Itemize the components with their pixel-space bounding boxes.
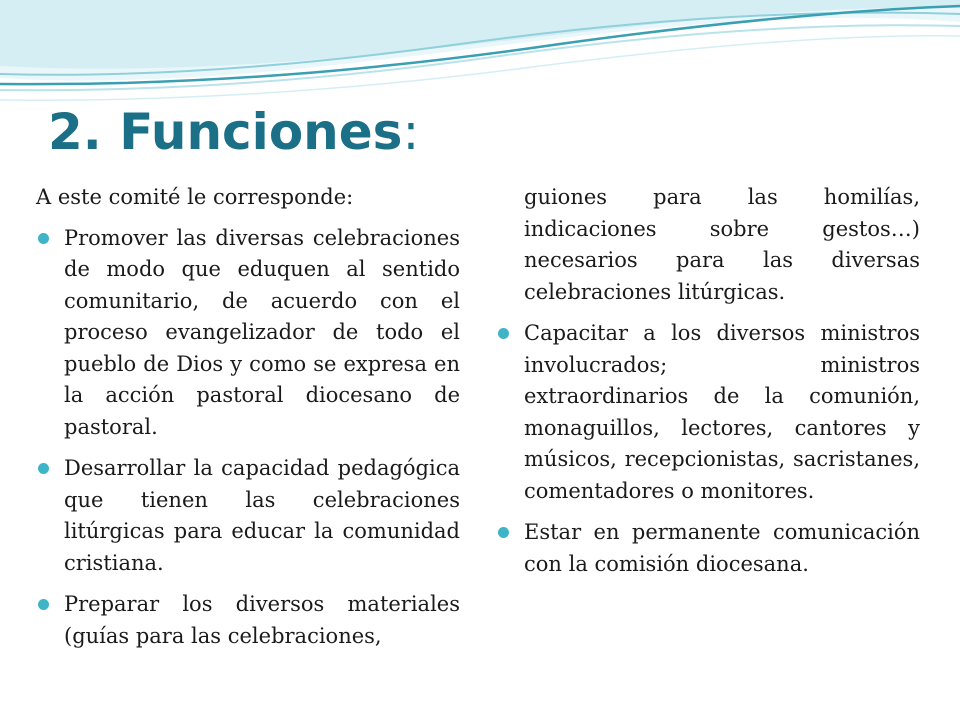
left-column [36, 182, 460, 662]
list-item [36, 223, 460, 444]
bullet-list-right [496, 318, 920, 580]
bullet-list-left [36, 223, 460, 653]
right-column [496, 182, 920, 590]
bullet-dot-icon [498, 328, 509, 339]
bullet-dot-icon [38, 233, 49, 244]
list-item [496, 318, 920, 507]
bullet-dot-icon [38, 463, 49, 474]
list-item [36, 453, 460, 579]
list-item [36, 589, 460, 652]
bullet-dot-icon [498, 527, 509, 538]
list-item-text: Estar en permanente comunicación con la comisión diocesana. [524, 520, 920, 576]
list-item [496, 517, 920, 580]
list-item-text: Preparar los diversos materiales (guías para las celebraciones, [64, 592, 460, 648]
intro-text: A este comité le corresponde: [36, 185, 354, 209]
list-item-text: Capacitar a los diversos ministros involucrados; ministros extraordinarios de la comunión, monaguillos, lectores, cantores y músicos, recepcionistas, sacristanes, comentadores o monitores. [524, 321, 920, 503]
title-text: 2. Funciones [48, 103, 403, 161]
continued-text: guiones para las homilías, indicaciones sobre gestos…) necesarios para las diversas celebraciones litúrgicas. [524, 185, 920, 304]
title-colon: : [402, 103, 420, 161]
list-item-text: Promover las diversas celebraciones de modo que eduquen al sentido comunitario, de acuerdo con el proceso evangelizador de todo el pueblo de Dios y como se expresa en la acción pastoral diocesano de pastoral. [64, 225, 460, 439]
wave-header-decoration [0, 0, 960, 110]
list-item-text: Desarrollar la capacidad pedagógica que tienen las celebraciones litúrgicas para educar la comunidad cristiana. [64, 456, 460, 575]
bullet-dot-icon [38, 599, 49, 610]
page-title [48, 100, 419, 164]
